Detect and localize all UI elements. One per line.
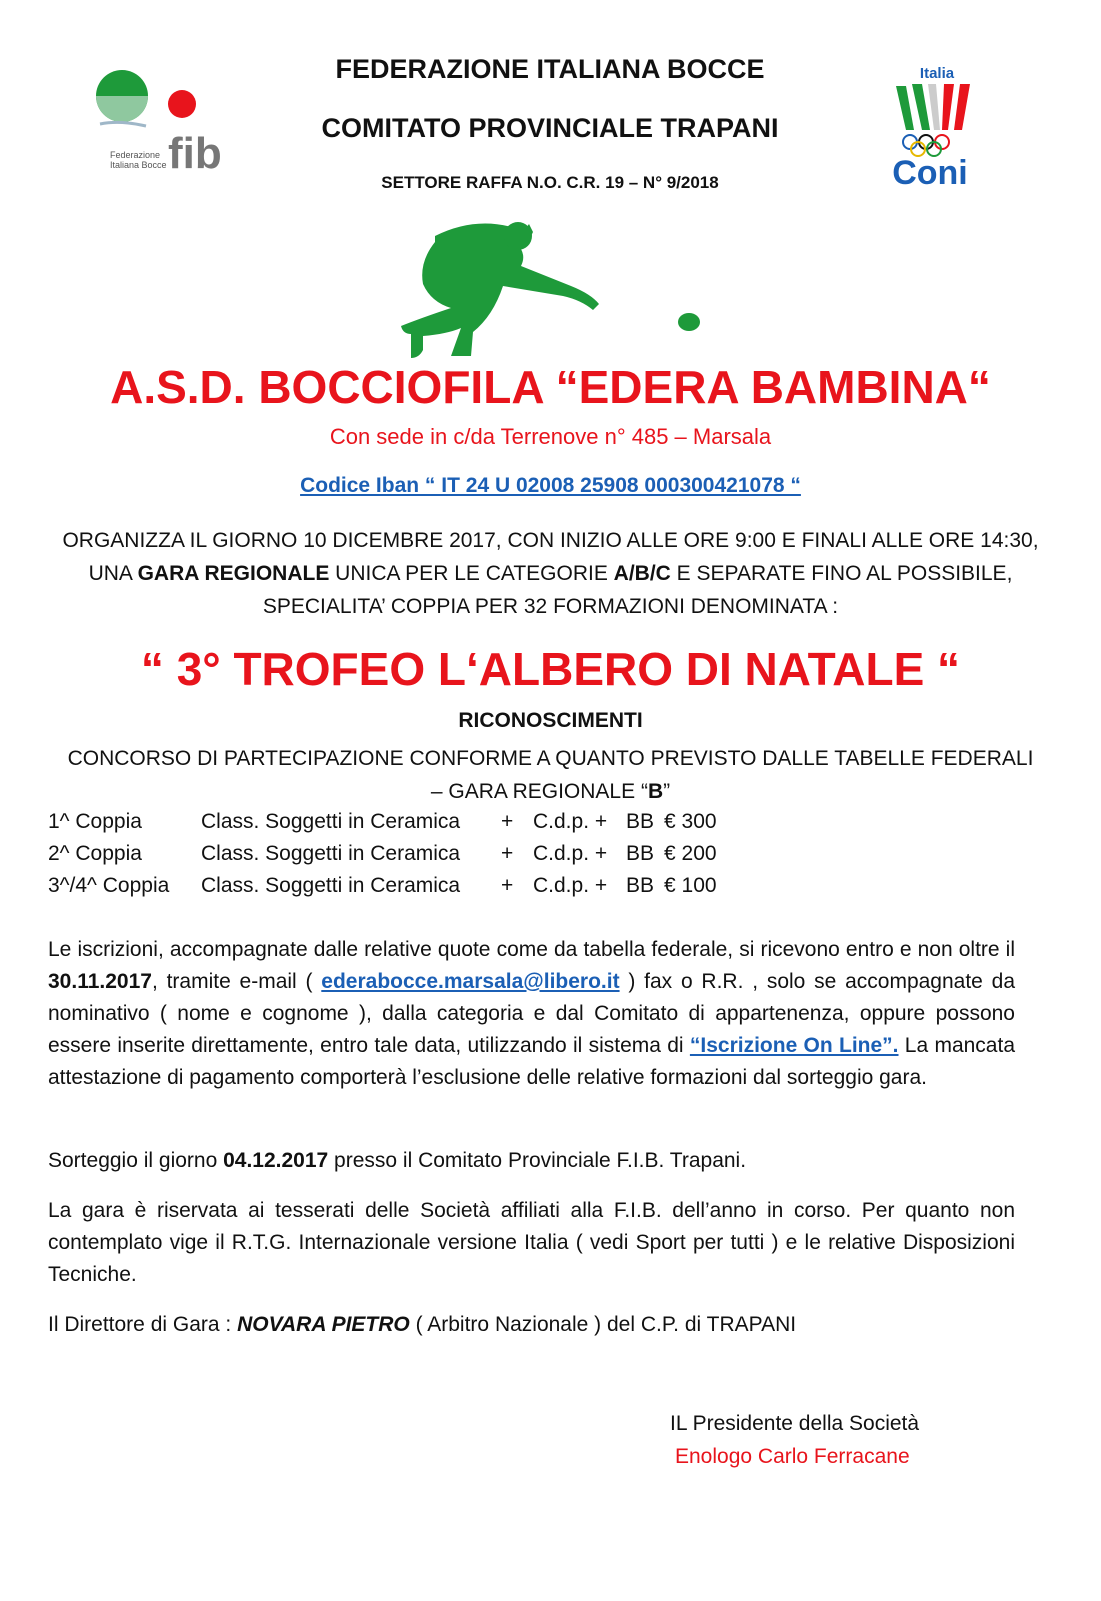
email-link[interactable]: ederabocce.marsala@libero.it [321, 970, 620, 993]
coni-wordmark: Coni [892, 154, 968, 192]
organization-text: ORGANIZZA IL GIORNO 10 DICEMBRE 2017, CON INIZIO ALLE ORE 9:00 E FINALI ALLE ORE 14:30, UNA GARA REGIONALE UNICA PER LE CATEGORIE A/B/C E SEPARATE FINO AL POSSIBILE, SPECIALITA’ COPPIA PER 32 FORMAZIONI DENOMINATA : [62, 529, 1039, 618]
header-sector: SETTORE RAFFA N.O. C.R. 19 – N° 9/2018 [381, 173, 719, 192]
director-paragraph: Il Direttore di Gara : NOVARA PIETRO ( Arbitro Nazionale ) del C.P. di TRAPANI [48, 1313, 797, 1336]
rules-paragraph: La gara è riservata ai tesserati delle Società affiliati alla F.I.B. dell’anno in corso. Per quanto non contemplato vige il R.T.G. Internazionale versione Italia ( vedi Sport per tutti ) e le relative Disposizioni Tecniche. [48, 1199, 1015, 1286]
svg-text:Federazione: Federazione [110, 150, 161, 160]
president-title: IL Presidente della Società [670, 1412, 920, 1435]
awards-title: RICONOSCIMENTI [458, 709, 643, 732]
fib-logo [90, 66, 250, 181]
registration-paragraph: Le iscrizioni, accompagnate dalle relative quote come da tabella federale, si ricevono entro e non oltre il 30.11.2017, tramite e-mail ( ederabocce.marsala@libero.it ) fax o R.R. , solo se accompagnate da nominativo ( nome e cognome ), dalla categoria e dal Comitato di appartenenza, oppure possono essere inserite direttamente, entro tale data, utilizzando il sistema di “Iscrizione On Line”. La mancata attestazione di pagamento comporterà l’esclusione delle relative formazioni dal sorteggio gara. [48, 938, 1016, 1089]
bocce-player-illustration [340, 218, 720, 358]
svg-text:Italia: Italia [919, 65, 955, 82]
club-seat: Con sede in c/da Terrenove n° 485 – Marsala [329, 424, 772, 449]
online-registration-link[interactable]: “Iscrizione On Line”. [689, 1034, 899, 1057]
president-name: Enologo Carlo Ferracane [675, 1445, 910, 1468]
iban-link[interactable]: Codice Iban “ IT 24 U 02008 25908 000300421078 “ [300, 474, 801, 497]
coni-logo [882, 62, 992, 192]
header-committee: COMITATO PROVINCIALE TRAPANI [321, 113, 779, 143]
concourse-text: CONCORSO DI PARTECIPAZIONE CONFORME A QUANTO PREVISTO DALLE TABELLE FEDERALI – GARA REGIONALE “B” [67, 747, 1034, 803]
fib-wordmark: fib [168, 129, 222, 178]
club-name: A.S.D. BOCCIOFILA “EDERA BAMBINA“ [110, 361, 991, 413]
trophy-title: “ 3° TROFEO L‘ALBERO DI NATALE “ [140, 643, 961, 695]
header-federation: FEDERAZIONE ITALIANA BOCCE [335, 54, 765, 84]
draw-paragraph: Sorteggio il giorno 04.12.2017 presso il Comitato Provinciale F.I.B. Trapani. [48, 1149, 747, 1172]
svg-text:Italiana Bocce: Italiana Bocce [110, 160, 167, 170]
